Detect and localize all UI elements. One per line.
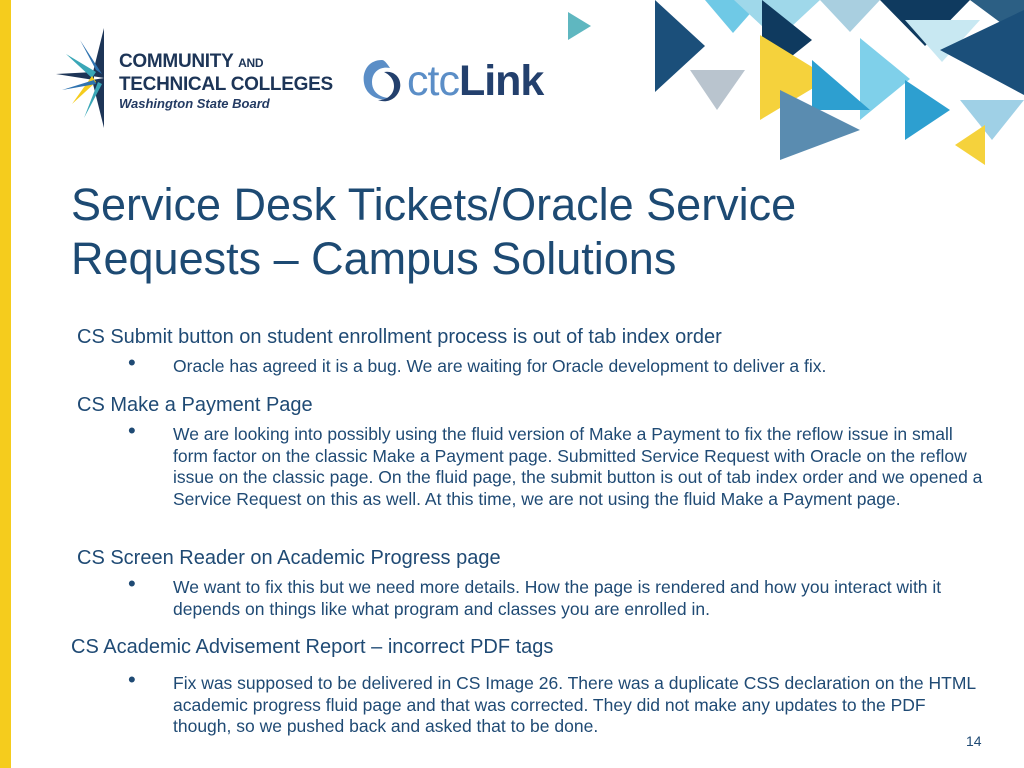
section-heading-tab-index: CS Submit button on student enrollment process is out of tab index order (77, 326, 722, 348)
section-bullet-make-payment: We are looking into possibly using the fluid version of Make a Payment to fix the reflow issue in small form factor on the classic Make a Payment page. Submitted Service Request with Oracle on the reflow issue on the classic page. On the fluid page, the submit button is out of tab index order and we opened a Service Request on this as well. At this time, we are not using the fluid Make a Payment page. (173, 424, 983, 509)
section-bullet-screen-reader: We want to fix this but we need more details. How the page is rendered and how you interact with it depends on things like what program and classes you are enrolled in. (173, 577, 942, 619)
section-heading-screen-reader: CS Screen Reader on Academic Progress page (77, 547, 501, 569)
section-heading-advisement-report: CS Academic Advisement Report – incorrect PDF tags (71, 636, 554, 658)
bullet-marker: • (128, 418, 136, 443)
ctclink-swirl-icon (360, 56, 404, 106)
bullet-marker: • (128, 571, 136, 596)
ctclink-link: Link (458, 57, 544, 105)
logo-technical-colleges: TECHNICAL COLLEGES (119, 74, 333, 95)
logo-community: COMMUNITY (119, 51, 234, 72)
bullet-marker: • (128, 667, 136, 692)
slide-title-line1: Service Desk Tickets/Oracle Service (71, 179, 797, 230)
bullet-marker: • (128, 350, 136, 375)
logo-and: AND (238, 56, 264, 70)
slide-title-line2: Requests – Campus Solutions (71, 233, 677, 284)
section-bullet-advisement-report: Fix was supposed to be delivered in CS Image 26. There was a duplicate CSS declaration on the HTML academic progress fluid page and that was corrected. They did not make any updates to the PDF though, so we pushed back and asked that to be done. (173, 673, 976, 736)
section-heading-make-payment: CS Make a Payment Page (77, 394, 313, 416)
ctc-wordmark (119, 51, 333, 113)
logo-washington-state-board: Washington State Board (119, 96, 270, 111)
ctc-starburst-logo-icon (50, 26, 114, 130)
ctclink-ctc: ctc (407, 57, 459, 105)
yellow-side-bar (0, 0, 11, 768)
page-number: 14 (966, 733, 982, 749)
slide-title (71, 178, 951, 286)
section-bullet-tab-index: Oracle has agreed it is a bug. We are waiting for Oracle development to deliver a fix. (173, 356, 827, 376)
ctclink-wordmark (407, 56, 543, 106)
